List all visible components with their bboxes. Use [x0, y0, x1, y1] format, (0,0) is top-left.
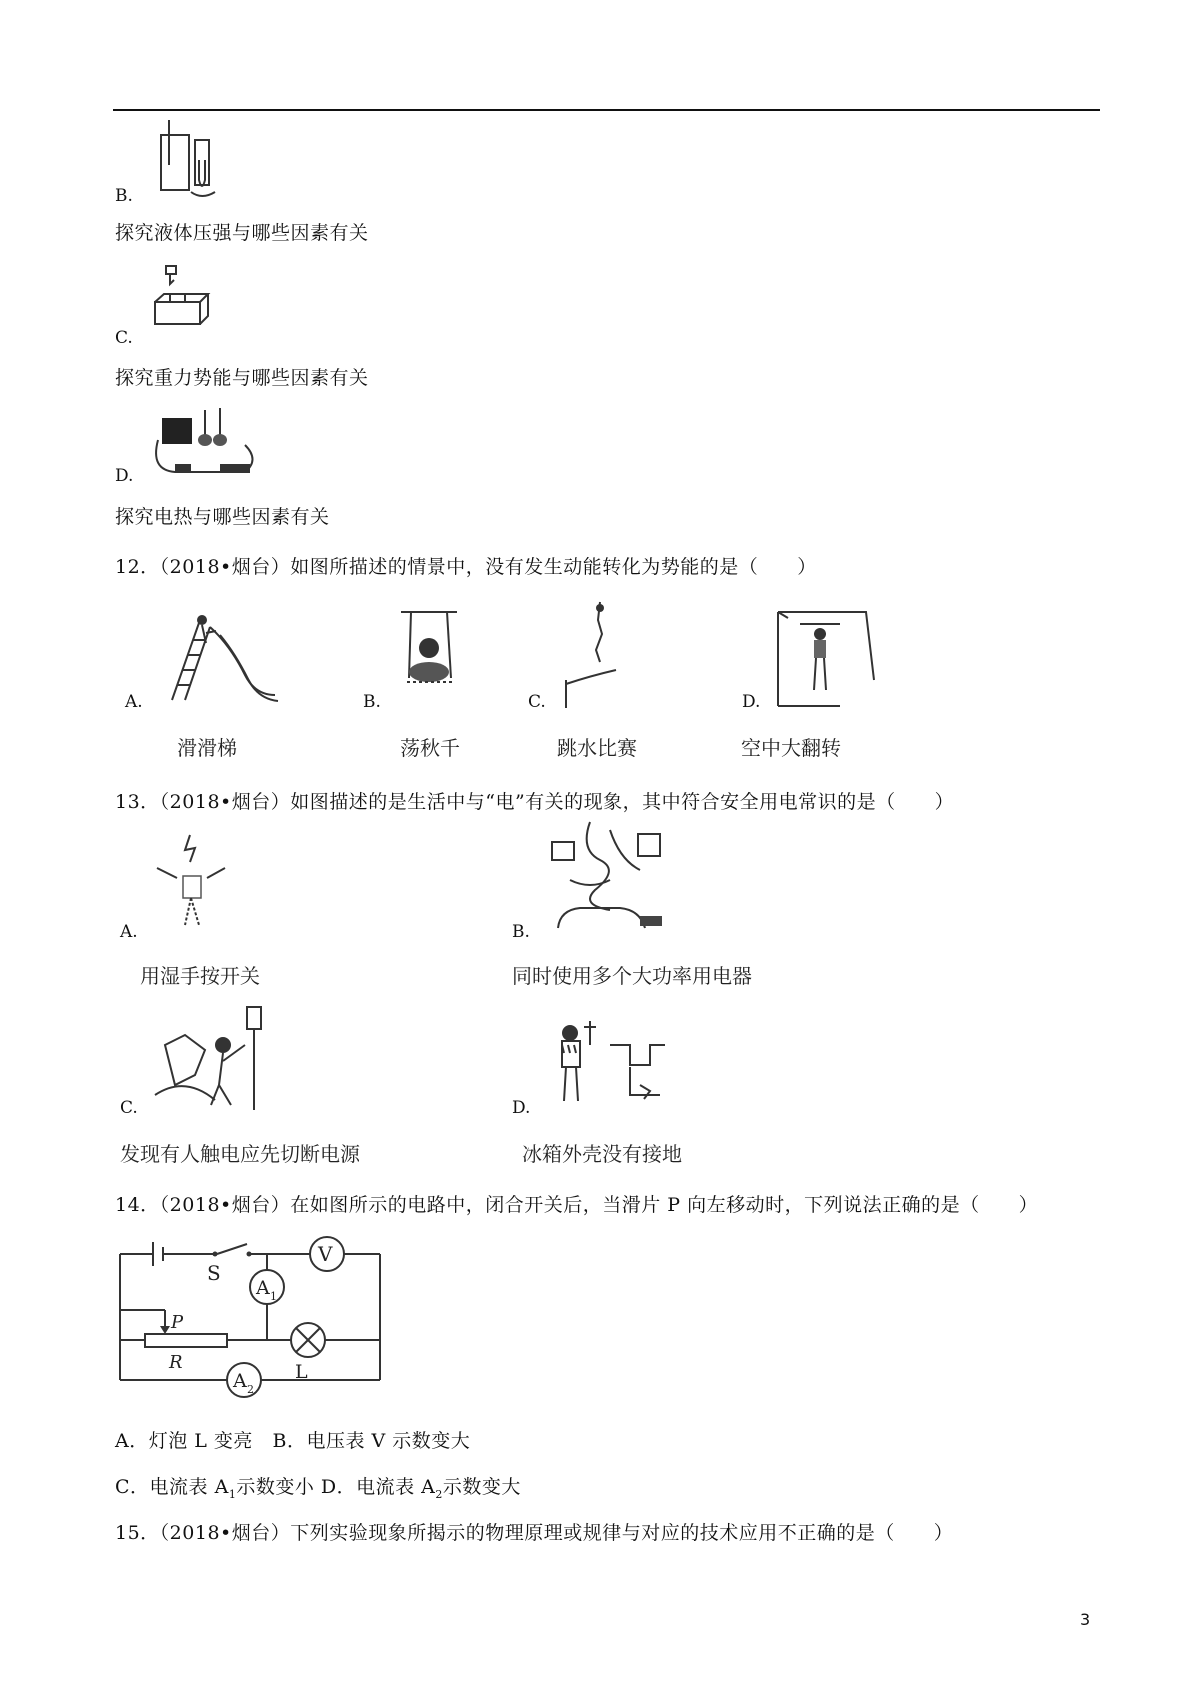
q14-option-d	[320, 1476, 521, 1501]
ammeter-a1-label: A	[256, 1277, 270, 1299]
q12-option-c-caption: 跳水比赛	[557, 736, 637, 760]
q12-option-d-label: D.	[742, 692, 761, 712]
q12-option-a-caption: 滑滑梯	[177, 736, 237, 760]
q13-option-a-caption: 用湿手按开关	[140, 964, 260, 988]
ungrounded-fridge-figure	[550, 1005, 680, 1115]
ammeter-a2-subscript: 2	[247, 1383, 254, 1396]
overloaded-socket-figure	[550, 820, 670, 935]
ammeter-a1-subscript: 1	[270, 1290, 277, 1303]
gravitational-potential-figure	[150, 262, 210, 327]
q12-option-a-label: A.	[125, 692, 143, 712]
q12-option-b-caption: 荡秋千	[400, 736, 460, 760]
switch-label: S	[207, 1261, 221, 1285]
q14-stem: 14．（2018•烟台）在如图所示的电路中，闭合开关后，当滑片 P 向左移动时，下列说法正确的是（ ）	[115, 1194, 1039, 1216]
q14-option-d-tail: 示数变大	[442, 1476, 521, 1498]
page-number: 3	[1080, 1610, 1091, 1629]
q15-stem: 15．（2018•烟台）下列实验现象所揭示的物理原理或规律与对应的技术应用不正确的是（ ）	[115, 1522, 954, 1544]
q14-option-d-text: D．电流表 A	[320, 1476, 436, 1498]
q13-option-d-caption: 冰箱外壳没有接地	[522, 1142, 682, 1166]
slide-figure	[150, 615, 280, 705]
q13-stem: 13．（2018•烟台）如图描述的是生活中与“电”有关的现象，其中符合安全用电常识的是（ ）	[115, 791, 955, 813]
q12-stem: 12．（2018•烟台）如图所描述的情景中，没有发生动能转化为势能的是（ ）	[115, 556, 817, 578]
circuit-diagram	[115, 1230, 395, 1396]
voltmeter-label: V	[318, 1242, 333, 1266]
q14-option-c-text: C．电流表 A	[115, 1476, 229, 1498]
electric-shock-rescue-figure	[155, 1005, 275, 1115]
q11-option-c-label: C.	[115, 328, 133, 348]
q14-options-line-2	[115, 1472, 521, 1501]
q13-option-c-caption: 发现有人触电应先切断电源	[120, 1142, 360, 1166]
q14-option-c-tail: 示数变小	[236, 1476, 315, 1498]
rheostat-r-label: R	[169, 1352, 183, 1373]
q14-option-c	[115, 1476, 315, 1501]
q11-option-b-caption: 探究液体压强与哪些因素有关	[115, 222, 369, 244]
liquid-pressure-figure	[155, 120, 225, 200]
swing-figure	[395, 610, 465, 700]
ammeter-a2-label: A	[233, 1370, 247, 1392]
q12-option-b-label: B.	[363, 692, 381, 712]
header-rule	[113, 109, 1100, 111]
q14-option-d-subscript: 2	[435, 1487, 443, 1501]
q11-option-d-caption: 探究电热与哪些因素有关	[115, 506, 330, 528]
electric-heat-figure	[150, 400, 270, 480]
lamp-l-label: L	[295, 1361, 308, 1383]
q13-option-c-label: C.	[120, 1098, 138, 1118]
q14-options-line-1	[115, 1426, 470, 1453]
q11-option-d-label: D.	[115, 466, 134, 486]
wet-hand-switch-figure	[155, 830, 245, 930]
q12-option-d-caption: 空中大翻转	[741, 736, 841, 760]
q13-option-b-caption: 同时使用多个大功率用电器	[512, 964, 752, 988]
q14-option-c-subscript: 1	[228, 1487, 237, 1501]
q11-option-b-label: B.	[115, 186, 133, 206]
q13-option-a-label: A.	[120, 922, 138, 942]
gymnastics-bar-figure	[770, 610, 880, 710]
q12-option-c-label: C.	[528, 692, 546, 712]
q14-option-a: A．灯泡 L 变亮	[115, 1430, 253, 1452]
q11-option-c-caption: 探究重力势能与哪些因素有关	[115, 367, 369, 389]
q14-option-b: B．电压表 V 示数变大	[272, 1430, 471, 1452]
slider-p-label: P	[171, 1312, 184, 1333]
q13-option-b-label: B.	[512, 922, 530, 942]
diving-figure	[560, 600, 640, 710]
q13-option-d-label: D.	[512, 1098, 531, 1118]
